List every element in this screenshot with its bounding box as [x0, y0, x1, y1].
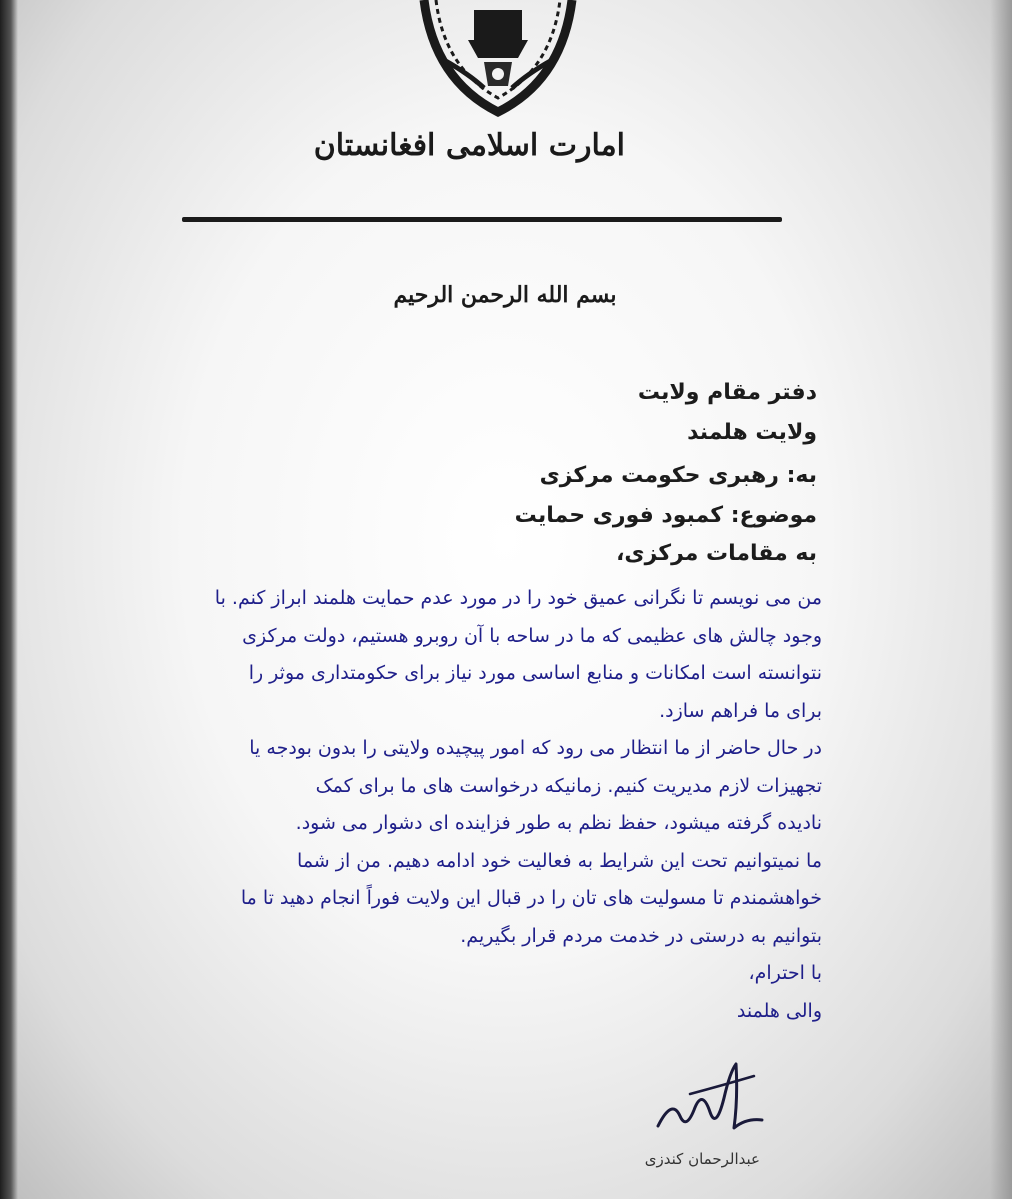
signer-name: عبدالرحمان کندزی	[644, 1150, 760, 1168]
subject-line: موضوع: کمبود فوری حمایت	[514, 503, 817, 528]
photo-right-shadow	[990, 0, 1012, 1199]
body-line: من می نویسم تا نگرانی عمیق خود را در مورد عدم حمایت هلمند ابراز کنم. با	[214, 587, 822, 609]
signatory-title: والی هلمند	[736, 999, 822, 1022]
body-line: نتوانسته است امکانات و منابع اساسی مورد نیاز برای حکومتداری موثر را	[248, 662, 822, 684]
body-line: ما نمیتوانیم تحت این شرایط به فعالیت خود ادامه دهیم. من از شما	[297, 849, 822, 872]
photo-left-shadow	[0, 0, 18, 1199]
body-line: برای ما فراهم سازد.	[659, 699, 822, 722]
emirate-title: امارت اسلامی افغانستان	[313, 128, 625, 163]
emirate-emblem-icon	[414, 0, 582, 120]
province-line: ولایت هلمند	[687, 420, 817, 445]
body-line: در حال حاضر از ما انتظار می رود که امور پیچیده ولایتی را بدون بودجه یا	[249, 737, 822, 759]
salutation-line: به مقامات مرکزی،	[616, 541, 817, 566]
closing-line: با احترام،	[748, 962, 822, 984]
office-line: دفتر مقام ولایت	[637, 380, 817, 405]
body-line: خواهشمندم تا مسولیت های تان را در قبال این ولایت فوراً انجام دهید تا ما	[240, 887, 822, 909]
basmala: بسم الله الرحمن الرحیم	[393, 282, 617, 308]
body-line: وجود چالش های عظیمی که ما در ساحه با آن روبرو هستیم، دولت مرکزی	[242, 624, 822, 647]
header-divider	[182, 217, 782, 222]
signature-icon	[650, 1058, 770, 1148]
body-line: بتوانیم به درستی در خدمت مردم قرار بگیریم.	[460, 924, 822, 947]
body-line: نادیده گرفته میشود، حفظ نظم به طور فزاینده ای دشوار می شود.	[295, 812, 822, 834]
recipient-line: به: رهبری حکومت مرکزی	[539, 463, 817, 488]
body-line: تجهیزات لازم مدیریت کنیم. زمانیکه درخواست های ما برای کمک	[315, 774, 822, 797]
letter-body	[182, 580, 822, 1030]
